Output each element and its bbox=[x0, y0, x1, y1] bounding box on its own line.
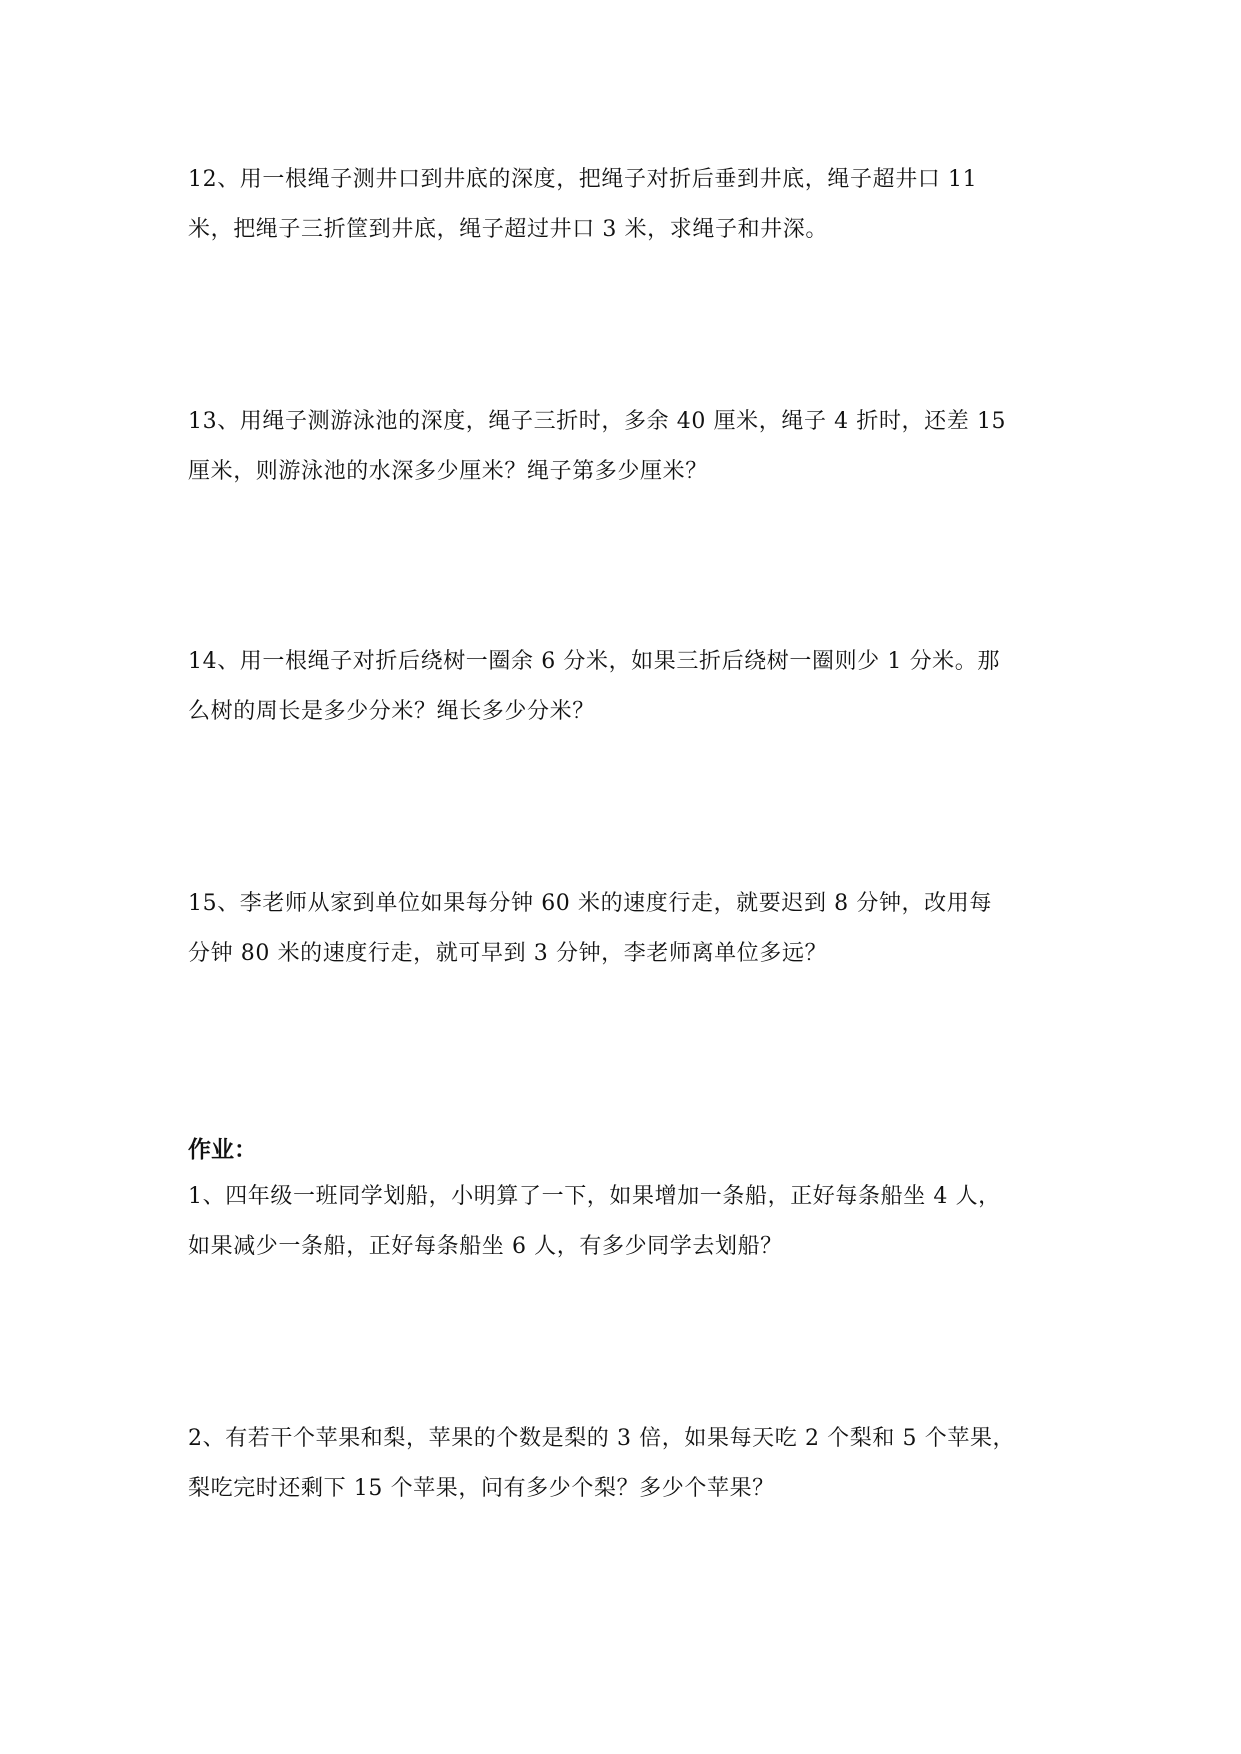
problem-13 bbox=[188, 397, 1056, 497]
homework-item-2-line-1: 2、有若干个苹果和梨，苹果的个数是梨的 3 倍，如果每天吃 2 个梨和 5 个苹果， bbox=[188, 1426, 1016, 1451]
problem-12-line-2: 米，把绳子三折筐到井底，绳子超过井口 3 米，求绳子和井深。 bbox=[188, 217, 828, 242]
homework-item-1-line-2: 如果减少一条船，正好每条船坐 6 人，有多少同学去划船？ bbox=[188, 1234, 783, 1259]
homework-item-1 bbox=[188, 1172, 1056, 1272]
problem-13-line-1: 13、用绳子测游泳池的深度，绳子三折时，多余 40 厘米，绳子 4 折时，还差 15 bbox=[188, 409, 1007, 434]
problem-12 bbox=[188, 155, 1056, 255]
problem-14 bbox=[188, 637, 1056, 737]
homework-item-2 bbox=[188, 1414, 1056, 1514]
problem-15 bbox=[188, 879, 1056, 979]
problem-15-line-1: 15、李老师从家到单位如果每分钟 60 米的速度行走，就要迟到 8 分钟，改用每 bbox=[188, 891, 992, 916]
problem-15-line-2: 分钟 80 米的速度行走，就可早到 3 分钟，李老师离单位多远？ bbox=[188, 941, 828, 966]
problem-14-line-2: 么树的周长是多少分米？绳长多少分米？ bbox=[188, 699, 595, 724]
problem-13-line-2: 厘米，则游泳池的水深多少厘米？绳子第多少厘米？ bbox=[188, 459, 708, 484]
homework-heading: 作业： bbox=[188, 1137, 257, 1163]
homework-item-1-line-1: 1、四年级一班同学划船，小明算了一下，如果增加一条船，正好每条船坐 4 人， bbox=[188, 1184, 1001, 1209]
problem-12-line-1: 12、用一根绳子测井口到井底的深度，把绳子对折后垂到井底，绳子超井口 11 bbox=[188, 167, 978, 192]
problem-14-line-1: 14、用一根绳子对折后绕树一圈余 6 分米，如果三折后绕树一圈则少 1 分米。那 bbox=[188, 649, 1000, 674]
homework-item-2-line-2: 梨吃完时还剩下 15 个苹果，问有多少个梨？多少个苹果？ bbox=[188, 1476, 775, 1501]
